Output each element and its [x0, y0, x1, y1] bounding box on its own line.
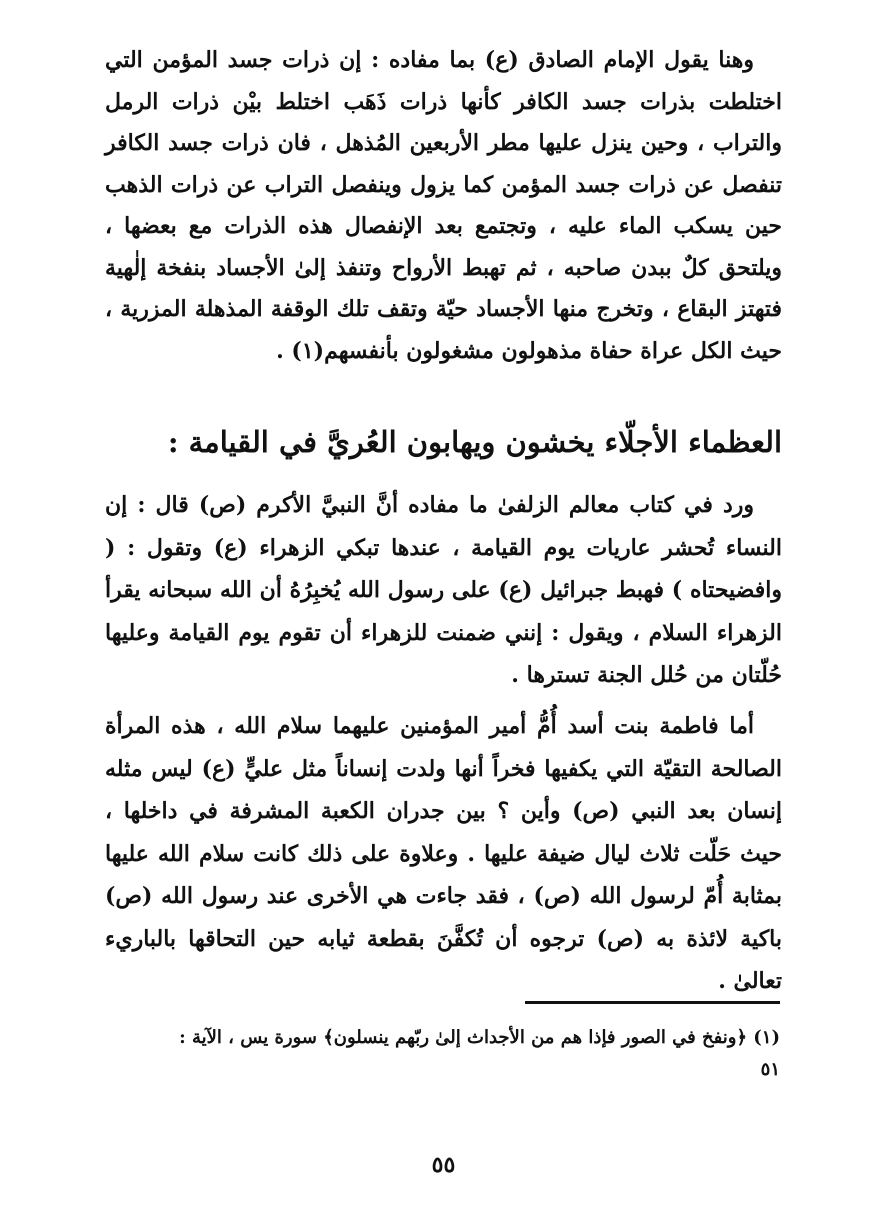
footnote-separator [525, 1001, 780, 1004]
footnote-verse-number: ٥١ [760, 1059, 780, 1080]
paragraph-3-text: أما فاطمة بنت أسد أُمُّ أمير المؤمنين عليهما سلام الله ، هذه المرأة الصالحة التقيّة التي يكفيها فخراً أنها ولدت إنساناً مثل عليٍّ (ع) ليس مثله إنسان بعد النبي (ص) وأين ؟ بين جدران الكعبة المشرفة في داخلها ، حيث حَلّت ثلاث ليال ضيفة عليها . وعلاوة على ذلك كانت سلام الله عليها بمثابة أُمّ لرسول الله (ص) ، فقد جاءت هي الأخرى عند رسول الله (ص) باكية لائذة به (ص) ترجوه أن تُكفَّنَ بقطعة ثيابه حين التحاقها بالباريء تعالىٰ . [105, 713, 782, 994]
paragraph-3 [105, 705, 782, 1003]
footnote [105, 1022, 780, 1086]
paragraph-1-text: وهنا يقول الإمام الصادق (ع) بما مفاده : إن ذرات جسد المؤمن التي اختلطت بذرات جسد الكافر كأنها ذرات ذَهَب اختلط بيْن ذرات الرمل والتراب ، وحين ينزل عليها مطر الأربعين المُذهل ، فان ذرات جسد الكافر تنفصل عن ذرات جسد المؤمن كما يزول وينفصل التراب عن ذرات الذهب حين يسكب الماء عليه ، وتجتمع بعد الإنفصال هذه الذرات مع بعضها ، ويلتحق كلٌ ببدن صاحبه ، ثم تهبط الأرواح وتنفذ إلىٰ الأجساد بنفخة إلٰهية فتهتز البقاع ، وتخرج منها الأجساد حيّة وتقف تلك الوقفة المذهلة المزرية ، حيث الكل عراة حفاة مذهولون مشغولون بأنفسهم(١) . [105, 47, 782, 364]
paragraph-1 [105, 40, 782, 372]
section-heading: العظماء الأجلّاء يخشون ويهابون العُريَّ في القيامة : [167, 425, 782, 459]
paragraph-2-text: ورد في كتاب معالم الزلفىٰ ما مفاده أنَّ النبيَّ الأكرم (ص) قال : إن النساء تُحشر عاريات يوم القيامة ، عندها تبكي الزهراء (ع) وتقول : ( وافضيحتاه ) فهبط جبرائيل (ع) على رسول الله يُخبِرُهُ أن الله سبحانه يقرأ الزهراء السلام ، ويقول : إنني ضمنت للزهراء أن تقوم يوم القيامة وعليها حُلّتان من حُلل الجنة تسترها . [105, 492, 782, 688]
paragraph-2 [105, 484, 782, 697]
page-number: ٥٥ [431, 1152, 456, 1178]
footnote-text: (١) ﴿ونفخ في الصور فإذا هم من الأجداث إلىٰ ربّهم ينسلون﴾ سورة يس ، الآية : [179, 1027, 780, 1048]
